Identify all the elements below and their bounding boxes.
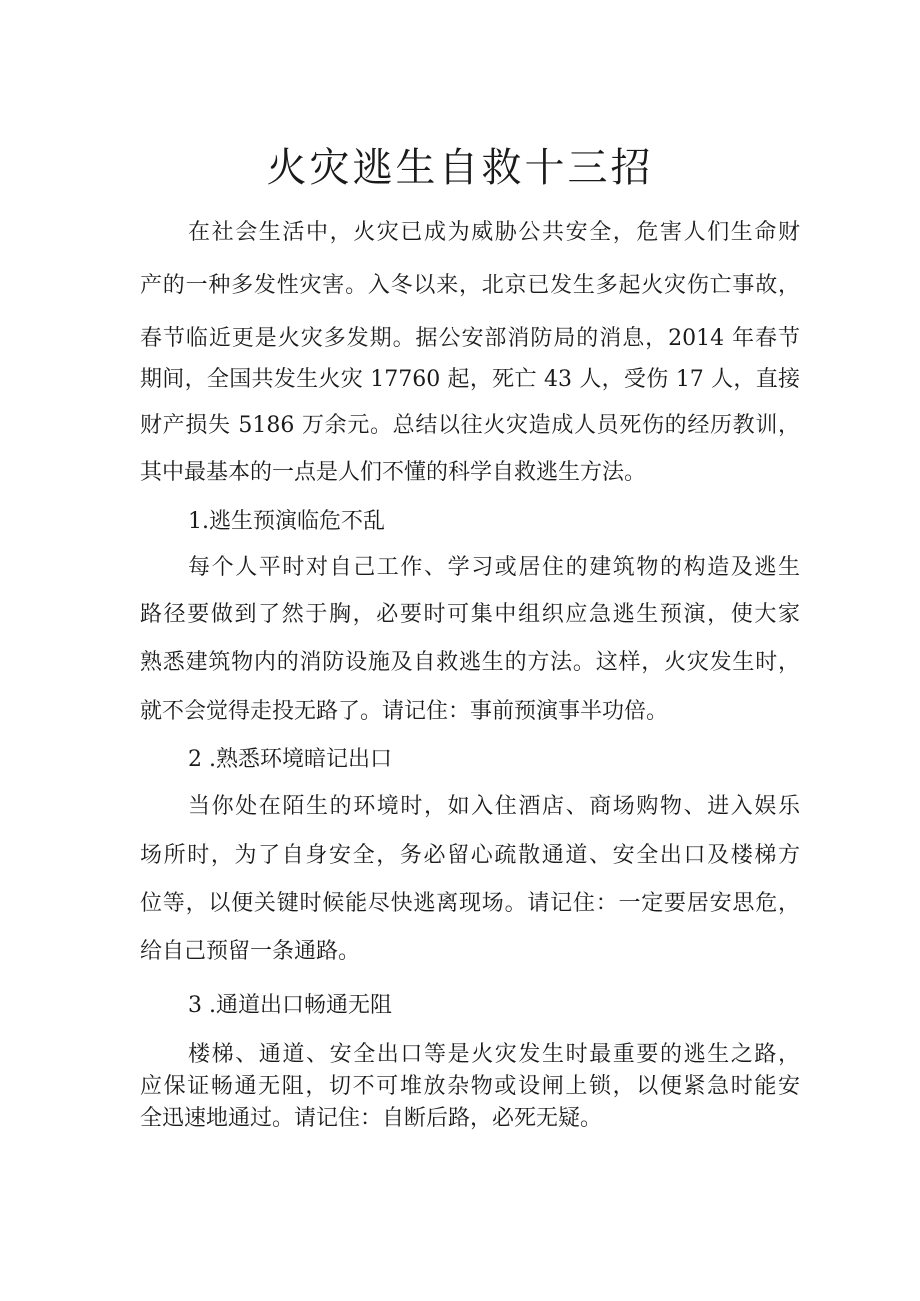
section-heading: 1.逃生预演临危不乱 — [188, 509, 385, 534]
section-line: 熟悉建筑物内的消防设施及自救逃生的方法。这样，火灾发生时， — [140, 650, 800, 675]
intro-line: 产的一种多发性灾害。入冬以来，北京已发生多起火灾伤亡事故， — [140, 273, 800, 298]
section-line: 当你处在陌生的环境时，如入住酒店、商场购物、进入娱乐 — [188, 794, 800, 819]
section-line: 位等，以便关键时候能尽快逃离现场。请记住：一定要居安思危， — [140, 891, 800, 916]
intro-line: 其中最基本的一点是人们不懂的科学自救逃生方法。 — [140, 460, 647, 485]
section-line: 给自己预留一条通路。 — [140, 939, 361, 964]
intro-line: 在社会生活中，火灾已成为威胁公共安全，危害人们生命财 — [188, 220, 800, 245]
intro-line: 财产损失 5186 万余元。总结以往火灾造成人员死伤的经历教训， — [140, 413, 800, 438]
document-title: 火灾逃生自救十三招 — [266, 145, 654, 191]
intro-line: 期间，全国共发生火灾 17760 起，死亡 43 人，受伤 17 人，直接 — [140, 367, 800, 392]
section-line: 楼梯、通道、安全出口等是火灾发生时最重要的逃生之路， — [188, 1042, 800, 1067]
section-line: 每个人平时对自己工作、学习或居住的建筑物的构造及逃生 — [188, 555, 800, 580]
section-line: 路径要做到了然于胸，必要时可集中组织应急逃生预演，使大家 — [140, 602, 800, 627]
section-line: 就不会觉得走投无路了。请记住：事前预演事半功倍。 — [140, 699, 669, 724]
section-line: 应保证畅通无阻，切不可堆放杂物或设闸上锁，以便紧急时能安 — [140, 1074, 800, 1099]
section-heading: 3 .通道出口畅通无阻 — [188, 993, 392, 1018]
section-line: 全迅速地通过。请记住：自断后路，必死无疑。 — [140, 1106, 603, 1131]
intro-line: 春节临近更是火灾多发期。据公安部消防局的消息，2014 年春节 — [140, 326, 800, 351]
section-heading: 2 .熟悉环境暗记出口 — [188, 747, 392, 772]
section-line: 场所时，为了自身安全，务必留心疏散通道、安全出口及楼梯方 — [140, 843, 800, 868]
